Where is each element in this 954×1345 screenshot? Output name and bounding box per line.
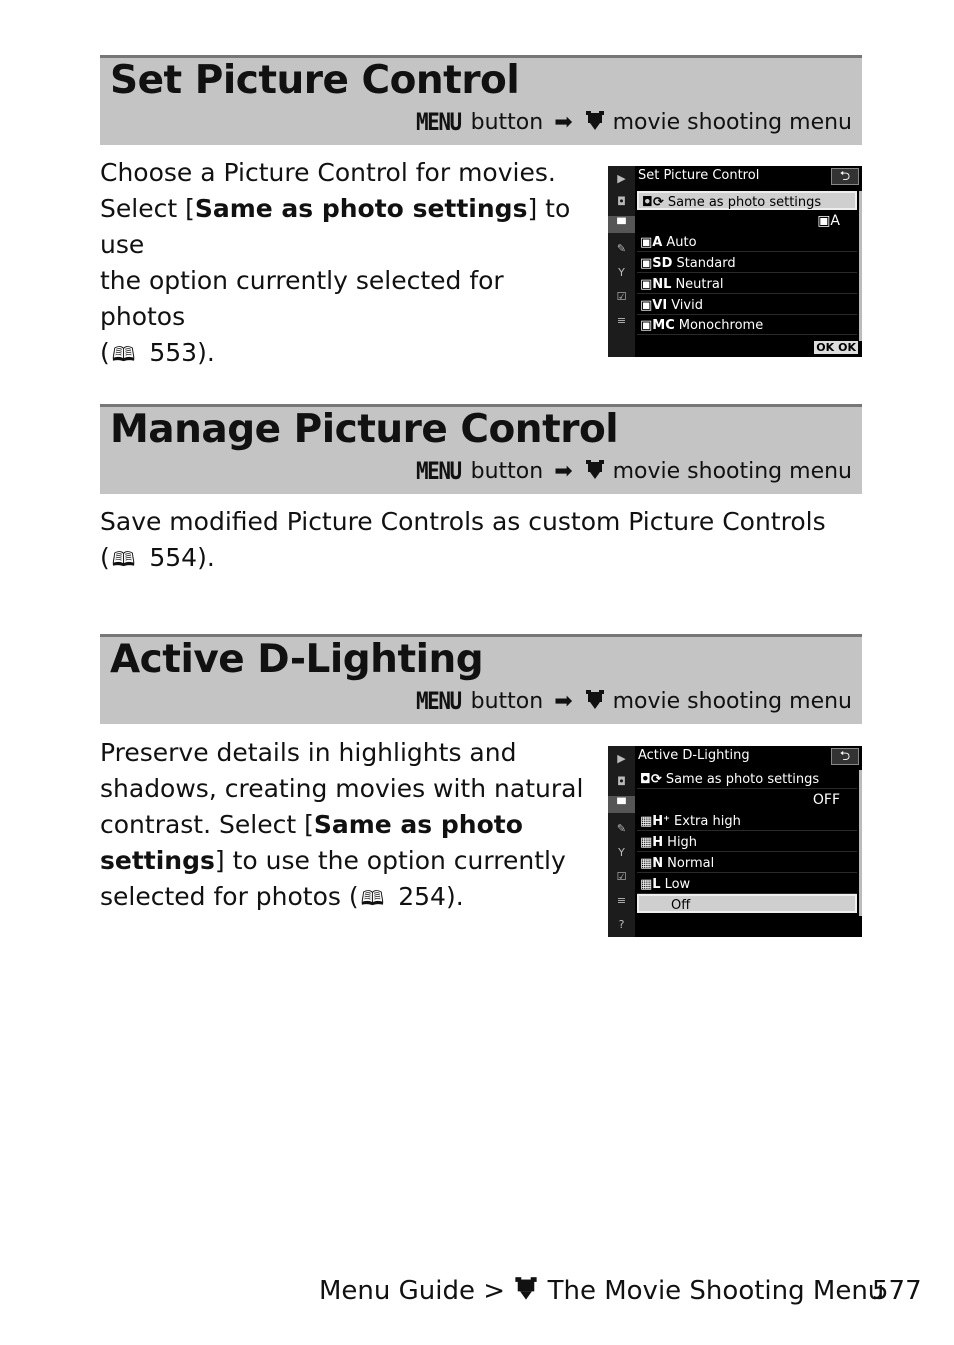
d-lighting-icon: ▦L — [640, 877, 661, 892]
picture-control-icon: ▣A — [640, 235, 663, 250]
page-number-ref[interactable]: 254 — [398, 882, 446, 911]
picture-control-icon: ▣VI — [640, 298, 668, 313]
my-menu-icon: ≡ — [616, 314, 627, 327]
menu-path — [416, 689, 852, 714]
menu-button-label: MENU — [416, 457, 461, 485]
screen-title: Set Picture Control — [638, 168, 760, 183]
movie-camera-icon — [584, 690, 606, 710]
d-lighting-icon: ▦N — [640, 856, 664, 871]
camera-screen-set-picture-control — [608, 166, 862, 357]
arrow-icon: ➡ — [554, 689, 573, 714]
scrollbar — [859, 770, 862, 916]
destination-menu: movie shooting menu — [612, 689, 852, 714]
d-lighting-icon: ▦H⁺ — [640, 814, 671, 829]
text-line: Choose a Picture Control for movies. — [100, 158, 556, 187]
back-icon: ⮌ — [831, 168, 859, 185]
menu-button-label: MENU — [416, 687, 461, 715]
menu-sidebar — [608, 746, 635, 937]
retouch-icon: ☑ — [616, 870, 627, 883]
destination-menu: movie shooting menu — [612, 459, 852, 484]
bold-option: Same as photo — [313, 810, 523, 839]
movie-menu-icon: ▀ — [608, 216, 635, 233]
menu-option: ▣A Auto — [637, 233, 857, 252]
section-title: Active D-Lighting — [110, 637, 484, 682]
text-line: shadows, creating movies with natural — [100, 774, 584, 803]
text-line: the option currently selected for photos — [100, 266, 504, 331]
back-icon: ⮌ — [831, 748, 859, 765]
page-number-ref[interactable]: 554 — [149, 543, 198, 572]
pencil-icon: ✎ — [616, 822, 627, 835]
camera-screen-active-d-lighting — [608, 746, 862, 937]
bold-option: Same as photo settings — [194, 194, 528, 223]
footer-separator: > — [483, 1276, 506, 1306]
playback-icon: ▶ — [617, 172, 626, 185]
pencil-icon: ✎ — [616, 242, 627, 255]
section-header-manage-picture-control — [100, 404, 862, 494]
text-line: Save modified Picture Controls as custom Picture Controls — [100, 507, 826, 536]
section-header-active-d-lighting — [100, 634, 862, 724]
photo-camera-icon: ◘ — [617, 775, 626, 788]
page-number: 577 — [872, 1276, 922, 1306]
scrollbar — [859, 191, 862, 341]
text-line: Preserve details in highlights and — [100, 738, 517, 767]
menu-option: ◘⟳ Same as photo settings — [637, 191, 857, 210]
footer-chapter-link[interactable]: The Movie Shooting Menu — [547, 1276, 885, 1306]
movie-camera-icon — [584, 111, 606, 131]
movie-camera-icon — [513, 1277, 539, 1301]
destination-menu: movie shooting menu — [612, 110, 852, 135]
my-menu-icon: ≡ — [616, 894, 627, 907]
page-reference[interactable]: ( 🕮 554). — [100, 543, 215, 572]
section-title: Set Picture Control — [110, 58, 520, 103]
menu-option: ▣MC Monochrome — [637, 316, 857, 335]
book-icon: 🕮 — [360, 886, 385, 910]
movie-menu-icon: ▀ — [608, 796, 635, 813]
section-header-set-picture-control — [100, 55, 862, 145]
screen-title: Active D-Lighting — [638, 748, 750, 763]
section-title: Manage Picture Control — [110, 407, 619, 452]
section-description — [100, 735, 590, 916]
menu-option: ▦H⁺ Extra high — [637, 812, 857, 831]
menu-option: ▣SD Standard — [637, 254, 857, 273]
section-description — [100, 504, 862, 577]
menu-option: ▦N Normal — [637, 854, 857, 873]
button-word: button — [470, 110, 544, 135]
ok-hint: OK OK — [816, 341, 856, 354]
current-value: ▣A — [817, 213, 840, 229]
picture-control-icon: ▣MC — [640, 318, 675, 333]
wrench-icon: Y — [618, 266, 625, 279]
footer-guide-link[interactable]: Menu Guide — [319, 1276, 475, 1306]
menu-option: ▣VI Vivid — [637, 296, 857, 315]
page-reference[interactable]: selected for photos ( 🕮 254). — [100, 882, 464, 911]
text-line: settings] to use the option currently — [100, 846, 566, 875]
same-as-photo-icon: ◘⟳ — [640, 772, 662, 787]
arrow-icon: ➡ — [554, 110, 573, 135]
picture-control-icon: ▣SD — [640, 256, 673, 271]
menu-sidebar — [608, 166, 635, 357]
footer-breadcrumb — [319, 1276, 884, 1306]
page-reference[interactable]: ( 🕮 553). — [100, 338, 215, 367]
text-line: Select [Same as photo settings] to use — [100, 194, 571, 259]
book-icon: 🕮 — [111, 342, 136, 366]
movie-camera-icon — [584, 460, 606, 480]
ok-key-icon: OK — [816, 341, 835, 354]
page-number-ref[interactable]: 553 — [149, 338, 198, 367]
menu-path — [416, 459, 852, 484]
picture-control-icon: ▣NL — [640, 277, 672, 292]
menu-option: ▣NL Neutral — [637, 275, 857, 294]
current-value: OFF — [812, 792, 840, 808]
menu-path — [416, 110, 852, 135]
menu-option: ▦H High — [637, 833, 857, 852]
d-lighting-icon: ▦H — [640, 835, 664, 850]
wrench-icon: Y — [618, 846, 625, 859]
menu-option: ◘⟳ Same as photo settings — [637, 770, 857, 789]
menu-button-label: MENU — [416, 108, 461, 136]
button-word: button — [470, 689, 544, 714]
bold-option: settings — [100, 846, 215, 875]
menu-option: ▦L Low — [637, 875, 857, 894]
playback-icon: ▶ — [617, 752, 626, 765]
text-line: contrast. Select [Same as photo — [100, 810, 523, 839]
arrow-icon: ➡ — [554, 459, 573, 484]
button-word: button — [470, 459, 544, 484]
same-as-photo-icon: ◘⟳ — [642, 195, 664, 210]
section-description — [100, 155, 590, 372]
book-icon: 🕮 — [111, 547, 136, 571]
retouch-icon: ☑ — [616, 290, 627, 303]
photo-camera-icon: ◘ — [617, 195, 626, 208]
help-icon: ? — [618, 918, 625, 931]
menu-option: Off — [637, 894, 857, 913]
